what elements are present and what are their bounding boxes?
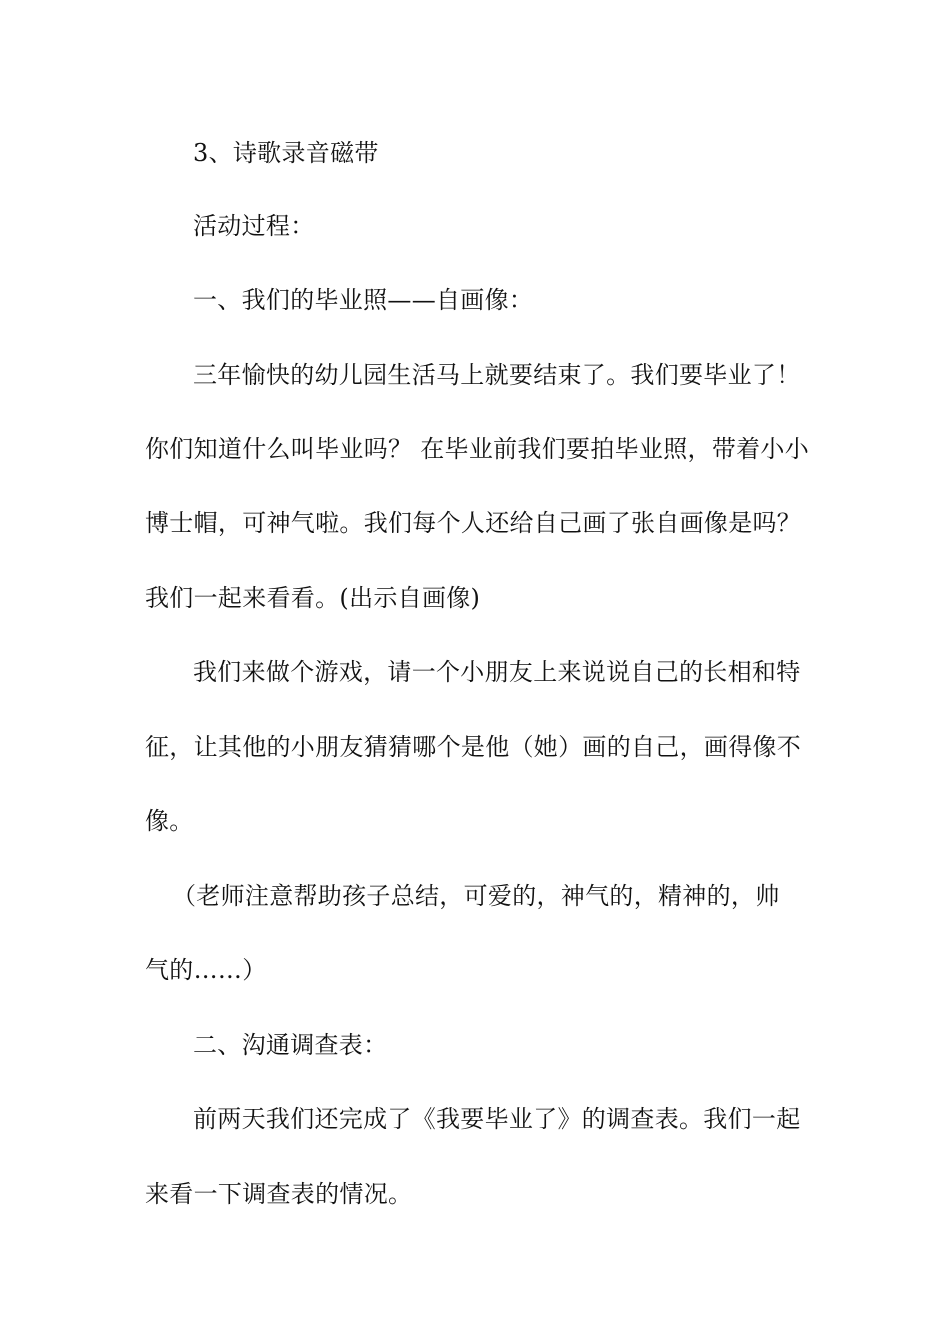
paragraph-2-line-2: 征，让其他的小朋友猜猜哪个是他（她）画的自己，画得像不 [145, 733, 802, 761]
materials-item-3: 3、诗歌录音磁带 [193, 139, 379, 167]
paragraph-1-line-4: 我们一起来看看。(出示自画像) [145, 584, 481, 612]
section-heading-2: 二、沟通调查表： [193, 1031, 388, 1059]
paragraph-3-line-2: 来看一下调查表的情况。 [145, 1180, 413, 1208]
teacher-note-line-2: 气的……） [145, 956, 267, 984]
section-heading-1: 一、我们的毕业照——自画像： [193, 286, 534, 314]
teacher-note-line-1: （老师注意帮助孩子总结，可爱的，神气的，精神的，帅 [172, 882, 780, 910]
paragraph-2-line-3: 像。 [145, 807, 194, 835]
paragraph-3-line-1: 前两天我们还完成了《我要毕业了》的调查表。我们一起 [193, 1105, 801, 1133]
paragraph-1-line-3: 博士帽，可神气啦。我们每个人还给自己画了张自画像是吗？ [145, 509, 802, 537]
paragraph-1-line-2: 你们知道什么叫毕业吗？ 在毕业前我们要拍毕业照，带着小小 [145, 435, 810, 463]
paragraph-1-line-1: 三年愉快的幼儿园生活马上就要结束了。我们要毕业了！ [193, 361, 801, 389]
paragraph-2-line-1: 我们来做个游戏，请一个小朋友上来说说自己的长相和特 [193, 658, 801, 686]
section-heading-process: 活动过程： [193, 212, 315, 240]
